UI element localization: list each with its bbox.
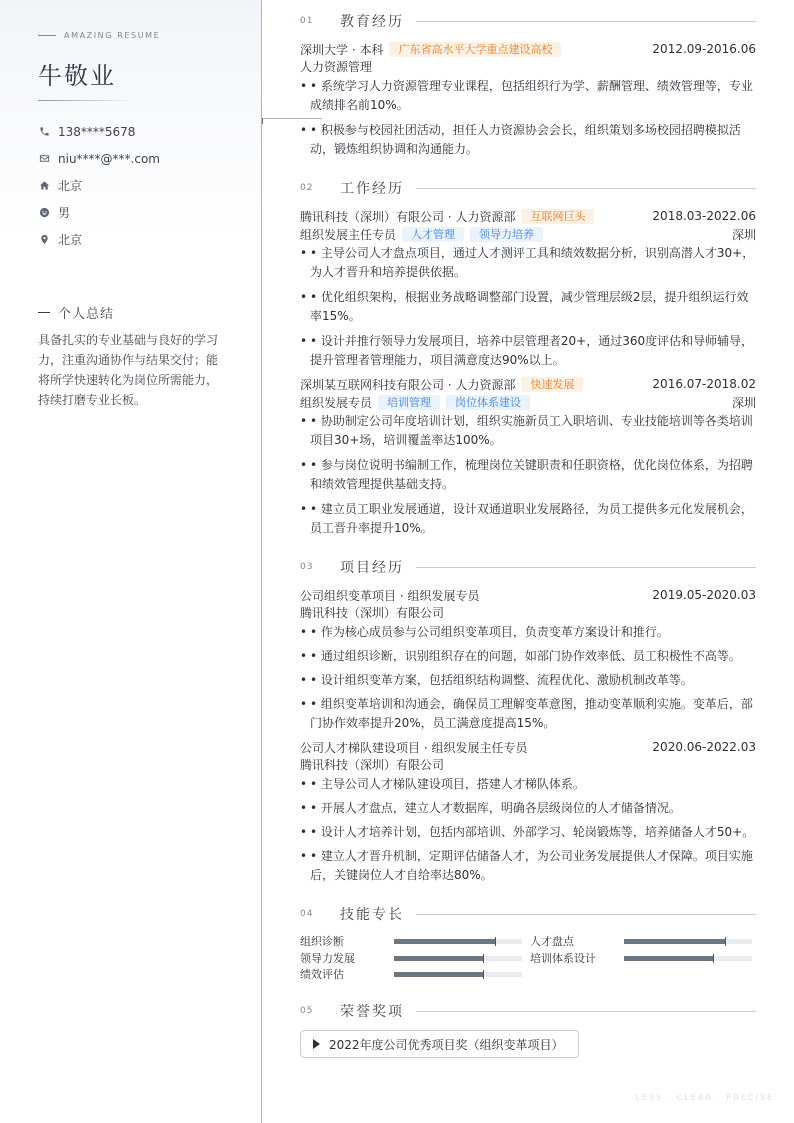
- project-bullet: • • 主导公司人才梯队建设项目，搭建人才梯队体系。: [300, 777, 585, 791]
- role-row: [300, 225, 756, 243]
- skill-item: [300, 933, 522, 949]
- project-name: 公司人才梯队建设项目 · 组织发展主任专员: [300, 740, 528, 755]
- skill-item: [530, 933, 752, 949]
- section-title: 技能专长: [340, 907, 404, 923]
- school-tag: 广东省高水平大学重点建设高校: [389, 42, 561, 57]
- job-date: 2016.07-2018.02: [652, 377, 756, 391]
- company-name: 深圳某互联网科技有限公司 · 人力资源部: [300, 377, 516, 392]
- section-awards-header: [300, 1001, 756, 1021]
- section-number: 01: [300, 16, 314, 26]
- role-tag: 人才管理: [402, 227, 464, 242]
- job-city: 深圳: [731, 395, 756, 410]
- section-work-header: [300, 178, 756, 198]
- sidebar: [0, 0, 262, 1123]
- project-bullet: • • 组织变革培训和沟通会，确保员工理解变革意图，推动变革顺利实施。变革后，部门协作效率提升20%，员工满意度提高15%。: [300, 697, 753, 730]
- job-bullet: • • 协助制定公司年度培训计划，组织实施新员工入职培训、专业技能培训等各类培训项目30+场，培训覆盖率达100%。: [300, 414, 753, 447]
- name-divider: [38, 100, 136, 101]
- contact-gender-text: 男: [58, 206, 71, 220]
- timeline-connector: [262, 118, 322, 119]
- skill-bar-marker: [725, 937, 726, 946]
- skill-label: 人才盘点: [530, 935, 574, 948]
- job-bullet: • • 建立员工职业发展通道，设计双通道职业发展路径，为员工提供多元化发展机会，员工晋升率提升10%。: [300, 502, 753, 535]
- section-number: 02: [300, 183, 314, 193]
- job-bullet: • • 主导公司人才盘点项目，通过人才测评工具和绩效数据分析，识别高潜人才30+，为人才晋升和培养提供依据。: [300, 246, 755, 279]
- play-triangle-icon: [313, 1039, 320, 1049]
- education-bullet: • • 系统学习人力资源管理专业课程，包括组织行为学、薪酬管理、绩效管理等，专业成绩排名前10%。: [300, 79, 753, 112]
- job-date: 2018.03-2022.06: [652, 209, 756, 223]
- bullet-text: • 协助制定公司年度培训计划，组织实施新员工入职培训、专业技能培训等各类培训项目30+场，培训覆盖率达100%。: [310, 414, 753, 447]
- project-bullet: • • 开展人才盘点，建立人才数据库，明确各层级岗位的人才储备情况。: [300, 801, 681, 815]
- skill-bar: [624, 939, 752, 944]
- project-bullet: • • 建立人才晋升机制，定期评估储备人才，为公司业务发展提供人才保障。项目实施后，关键岗位人才自给率达80%。: [300, 849, 753, 882]
- company-name: 腾讯科技（深圳）有限公司 · 人力资源部: [300, 209, 516, 224]
- skill-item: [300, 950, 522, 966]
- project-company: 腾讯科技（深圳）有限公司: [300, 758, 445, 772]
- section-rule: [416, 567, 756, 568]
- bullet-text: • 作为核心成员参与公司组织变革项目，负责变革方案设计和推行。: [310, 625, 669, 639]
- bullet-text: • 主导公司人才盘点项目，通过人才测评工具和绩效数据分析，识别高潜人才30+，为人才晋升和培养提供依据。: [310, 246, 755, 279]
- bullet-text: • 系统学习人力资源管理专业课程，包括组织行为学、薪酬管理、绩效管理等，专业成绩排名前10%。: [310, 79, 753, 112]
- contact-home-text: 北京: [58, 179, 83, 193]
- skill-label: 培训体系设计: [530, 952, 596, 965]
- company-tag: 互联网巨头: [521, 209, 594, 224]
- brand-label: [38, 31, 160, 40]
- brand-text: AMAZING RESUME: [64, 31, 161, 40]
- bullet-text: • 设计组织变革方案，包括组织结构调整、流程优化、激励机制改革等。: [310, 673, 693, 687]
- bullet-text: • 设计人才培养计划，包括内部培训、外部学习、轮岗锻炼等，培养储备人才50+。: [310, 825, 755, 839]
- contact-location-text: 北京: [58, 233, 83, 247]
- job-bullet: • • 优化组织架构，根据业务战略调整部门设置，减少管理层级2层，提升组织运行效率15%。: [300, 290, 749, 323]
- section-number: 03: [300, 562, 314, 572]
- job-row: [300, 375, 756, 393]
- skill-bar-marker: [495, 937, 496, 946]
- skill-bar-fill: [394, 956, 484, 961]
- bullet-text: • 优化组织架构，根据业务战略调整部门设置，减少管理层级2层，提升组织运行效率15%。: [310, 290, 749, 323]
- role-tag: 领导力培养: [470, 227, 543, 242]
- candidate-name: 牛敬业: [38, 62, 116, 90]
- project-row: [300, 738, 756, 756]
- project-name: 公司组织变革项目 · 组织发展专员: [300, 588, 480, 603]
- job-city: 深圳: [731, 227, 756, 242]
- job-row: [300, 207, 756, 225]
- project-bullet: • • 设计组织变革方案，包括组织结构调整、流程优化、激励机制改革等。: [300, 673, 693, 687]
- timeline-tick: [262, 118, 265, 124]
- company-tag: 快速发展: [521, 377, 583, 392]
- skill-bar: [624, 956, 752, 961]
- contact-phone: [38, 118, 160, 145]
- award-text: 2022年度公司优秀项目奖（组织变革项目）: [329, 1037, 564, 1052]
- project-row: [300, 586, 756, 604]
- skill-bar-marker: [483, 970, 484, 979]
- location-icon: [38, 234, 50, 246]
- skill-bar-fill: [394, 972, 484, 977]
- section-rule: [416, 914, 756, 915]
- contact-phone-text: 138****5678: [58, 124, 136, 139]
- skill-bar-marker: [483, 954, 484, 963]
- major: 人力资源管理: [300, 60, 373, 74]
- bullet-text: • 建立员工职业发展通道，设计双通道职业发展路径，为员工提供多元化发展机会，员工晋升率提升10%。: [310, 502, 753, 535]
- education-bullet: • • 积极参与校园社团活动，担任人力资源协会会长，组织策划多场校园招聘模拟活动，锻炼组织协调和沟通能力。: [300, 123, 741, 156]
- bullet-text: • 组织变革培训和沟通会，确保员工理解变革意图，推动变革顺利实施。变革后，部门协作效率提升20%，员工满意度提高15%。: [310, 697, 753, 730]
- bullet-text: • 主导公司人才梯队建设项目，搭建人才梯队体系。: [310, 777, 585, 791]
- section-title: 荣誉奖项: [340, 1004, 404, 1020]
- skill-label: 组织诊断: [300, 935, 344, 948]
- project-date: 2020.06-2022.03: [652, 740, 756, 754]
- section-projects-header: [300, 557, 756, 577]
- bullet-text: • 建立人才晋升机制，定期评估储备人才，为公司业务发展提供人才保障。项目实施后，关键岗位人才自给率达80%。: [310, 849, 753, 882]
- skill-label: 领导力发展: [300, 952, 355, 965]
- school-name: 深圳大学 · 本科: [300, 42, 384, 57]
- summary-heading: [38, 303, 114, 322]
- section-title: 工作经历: [340, 181, 404, 197]
- role-title: 组织发展主任专员: [300, 227, 397, 242]
- bullet-text: • 开展人才盘点，建立人才数据库，明确各层级岗位的人才储备情况。: [310, 801, 681, 815]
- section-rule: [416, 188, 756, 189]
- summary-text: 具备扎实的专业基础与良好的学习力，注重沟通协作与结果交付；能将所学快速转化为岗位所需能力，持续打磨专业长板。: [38, 333, 219, 407]
- award-item[interactable]: [300, 1030, 579, 1058]
- role-row: [300, 393, 756, 411]
- skill-item: [300, 966, 522, 982]
- skill-bar: [394, 956, 522, 961]
- bullet-text: • 通过组织诊断，识别组织存在的问题，如部门协作效率低、员工积极性不高等。: [310, 649, 741, 663]
- skill-bar-fill: [624, 939, 726, 944]
- education-date: 2012.09-2016.06: [652, 42, 756, 56]
- skill-bar-marker: [713, 954, 714, 963]
- job-bullet: • • 参与岗位说明书编制工作，梳理岗位关键职责和任职资格，优化岗位体系，为招聘和绩效管理提供基础支持。: [300, 458, 753, 491]
- skill-bar-fill: [624, 956, 714, 961]
- bullet-text: • 积极参与校园社团活动，担任人力资源协会会长，组织策划多场校园招聘模拟活动，锻炼组织协调和沟通能力。: [310, 123, 741, 156]
- section-education-header: [300, 11, 756, 31]
- summary-heading-text: 个人总结: [58, 307, 115, 322]
- skill-bar-fill: [394, 939, 496, 944]
- contact-gender: [38, 199, 160, 226]
- skill-label: 绩效评估: [300, 968, 344, 981]
- phone-icon: [38, 126, 50, 138]
- project-bullet: • • 通过组织诊断，识别组织存在的问题，如部门协作效率低、员工积极性不高等。: [300, 649, 741, 663]
- contact-home: [38, 172, 160, 199]
- role-tag: 培训管理: [378, 395, 440, 410]
- contact-list: [38, 118, 160, 253]
- project-bullet: • • 设计人才培养计划，包括内部培训、外部学习、轮岗锻炼等，培养储备人才50+。: [300, 825, 755, 839]
- footer-tagline: LESS · CLEAR · PRECISE: [635, 1093, 774, 1102]
- contact-email: [38, 145, 160, 172]
- section-title: 教育经历: [340, 14, 404, 30]
- contact-email-text: niu****@***.com: [58, 151, 160, 166]
- gender-icon: [38, 207, 50, 219]
- bullet-text: • 参与岗位说明书编制工作，梳理岗位关键职责和任职资格，优化岗位体系，为招聘和绩效管理提供基础支持。: [310, 458, 753, 491]
- section-rule: [416, 1011, 756, 1012]
- section-number: 05: [300, 1006, 314, 1016]
- bullet-text: • 设计并推行领导力发展项目，培养中层管理者20+，通过360度评估和导师辅导，提升管理者管理能力，项目满意度达90%以上。: [310, 334, 754, 367]
- role-title: 组织发展专员: [300, 395, 373, 410]
- section-skills-header: [300, 904, 756, 924]
- section-rule: [416, 21, 756, 22]
- skill-item: [530, 950, 752, 966]
- project-bullet: • • 作为核心成员参与公司组织变革项目，负责变革方案设计和推行。: [300, 625, 669, 639]
- project-date: 2019.05-2020.03: [652, 588, 756, 602]
- skill-bar: [394, 939, 522, 944]
- education-row: [300, 40, 756, 58]
- role-tag: 岗位体系建设: [446, 395, 530, 410]
- section-number: 04: [300, 909, 314, 919]
- home-icon: [38, 180, 50, 192]
- mail-icon: [38, 153, 50, 165]
- project-company: 腾讯科技（深圳）有限公司: [300, 606, 445, 620]
- contact-location: [38, 226, 160, 253]
- skill-bar: [394, 972, 522, 977]
- section-title: 项目经历: [340, 560, 404, 576]
- job-bullet: • • 设计并推行领导力发展项目，培养中层管理者20+，通过360度评估和导师辅导，提升管理者管理能力，项目满意度达90%以上。: [300, 334, 754, 367]
